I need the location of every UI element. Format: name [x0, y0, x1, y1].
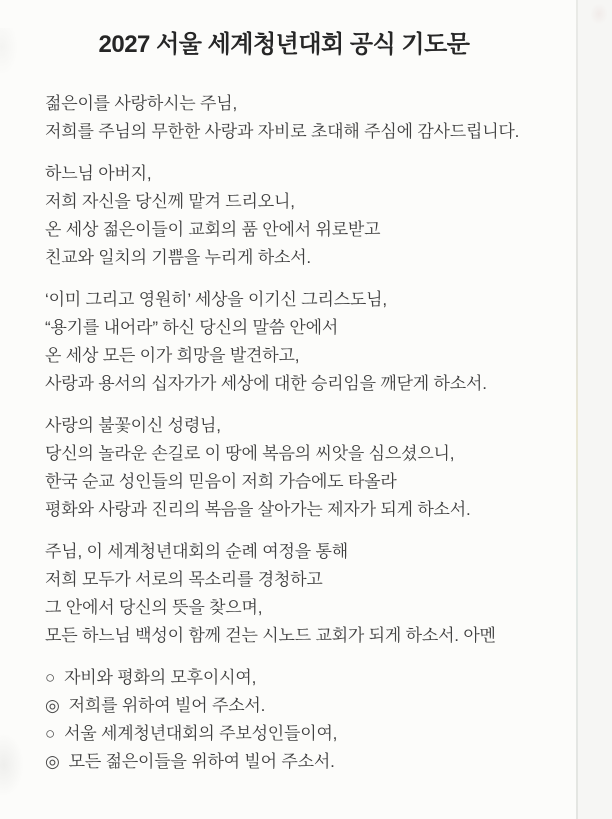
prayer-line: ‘이미 그리고 영원히’ 세상을 이기신 그리스도님,: [45, 290, 387, 309]
page-title: 2027 서울 세계청년대회 공식 기도문: [98, 31, 470, 58]
prayer-line: 사랑의 불꽃이신 성령님,: [45, 416, 221, 435]
response-text: 모든 젊은이들을 위하여 빌어 주소서.: [68, 752, 335, 771]
prayer-line: 그 안에서 당신의 뜻을 찾으며,: [45, 598, 263, 617]
prayer-line: 온 세상 모든 이가 희망을 발견하고,: [45, 346, 300, 365]
prayer-stanza-thanksgiving: [45, 90, 523, 146]
prayer-line: 친교와 일치의 기쁨을 누리게 하소서.: [45, 248, 311, 267]
prayer-line: 평화와 사랑과 진리의 복음을 살아가는 제자가 되게 하소서.: [45, 500, 471, 519]
versicle-text: 자비와 평화의 모후이시여,: [64, 668, 257, 687]
prayer-line: 하느님 아버지,: [45, 164, 152, 183]
prayer-line: 저희를 주님의 무한한 사랑과 자비로 초대해 주심에 감사드립니다.: [45, 122, 520, 141]
prayer-line: 한국 순교 성인들의 믿음이 저희 가슴에도 타올라: [45, 472, 397, 491]
scan-smudge: [0, 28, 18, 76]
prayer-stanza-father: [45, 160, 523, 272]
scan-smudge: [0, 733, 24, 797]
prayer-line: 저희 모두가 서로의 목소리를 경청하고: [45, 570, 323, 589]
prayer-line: 저희 자신을 당신께 맡겨 드리오니,: [45, 192, 295, 211]
prayer-stanza-christ: [45, 286, 523, 398]
scan-smudge: [590, 3, 608, 25]
versicle-circle-icon: ○: [45, 724, 56, 743]
prayer-stanza-synod: [45, 538, 523, 650]
response-line: [45, 692, 523, 720]
prayer-line: 모든 하느님 백성이 함께 걷는 시노드 교회가 되게 하소서. 아멘: [45, 626, 496, 645]
response-text: 저희를 위하여 빌어 주소서.: [68, 696, 266, 715]
prayer-line: 사랑과 용서의 십자가가 세상에 대한 승리임을 깨닫게 하소서.: [45, 374, 487, 393]
scan-margin-strip: [578, 0, 612, 819]
prayer-line: “용기를 내어라” 하신 당신의 말씀 안에서: [45, 318, 339, 337]
versicle-circle-icon: ○: [45, 668, 56, 687]
scan-crease-line: [576, 0, 578, 819]
prayer-line: 온 세상 젊은이들이 교회의 품 안에서 위로받고: [45, 220, 381, 239]
prayer-line: 젊은이를 사랑하시는 주님,: [45, 94, 238, 113]
response-bullseye-icon: ◎: [45, 752, 60, 771]
prayer-line: 당신의 놀라운 손길로 이 땅에 복음의 씨앗을 심으셨으니,: [45, 444, 455, 463]
prayer-stanza-spirit: [45, 412, 523, 524]
versicle-response-section: [45, 664, 523, 776]
versicle-line: [45, 664, 523, 692]
response-bullseye-icon: ◎: [45, 696, 60, 715]
prayer-line: 주님, 이 세계청년대회의 순례 여정을 통해: [45, 542, 348, 561]
versicle-text: 서울 세계청년대회의 주보성인들이여,: [64, 724, 338, 743]
prayer-content: [45, 28, 523, 776]
versicle-line: [45, 720, 523, 748]
response-line: [45, 748, 523, 776]
